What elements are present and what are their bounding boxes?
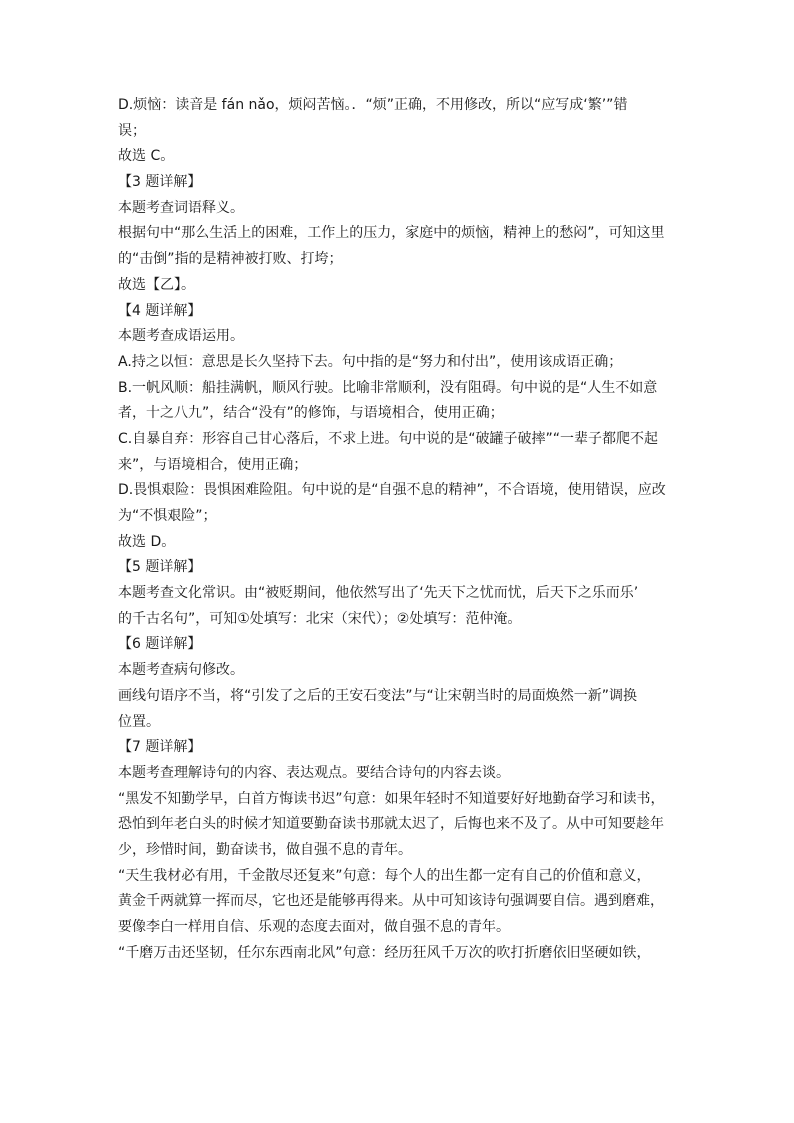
text-line: 本题考查成语运用。 [118,328,244,345]
section-heading: 【7 题详解】 [118,739,202,756]
text-line: B.一帆风顺：船挂满帆，顺风行驶。比喻非常顺利，没有阻碍。句中说的是“人生不如意 [118,379,658,396]
text-line: 本题考查词语释义。 [118,199,244,216]
text-line: 根据句中“那么生活上的困难，工作上的压力，家庭中的烦恼，精神上的愁闷”，可知这里 [118,225,665,242]
section-heading: 【5 题详解】 [118,559,202,576]
text-line: 画线句语序不当，将“引发了之后的王安石变法”与“让宋朝当时的局面焕然一新”调换 [118,687,638,704]
text-line: 恐怕到年老白头的时候才知道要勤奋读书那就太迟了，后悔也来不及了。从中可知要趁年 [118,816,664,833]
text-line: 本题考查理解诗句的内容、表达观点。要结合诗句的内容去谈。 [118,764,510,781]
text-line: 要像李白一样用自信、乐观的态度去面对，做自强不息的青年。 [118,919,510,935]
text-line: 的“击倒”指的是精神被打败、打垮； [118,251,343,268]
text-line: 故选 C。 [118,148,175,165]
text-line: 来”，与语境相合，使用正确； [118,456,308,473]
text-line: D.烦恼：读音是 fán nǎo，烦闷苦恼。．“烦”正确，不用修改，所以“应写成‘繁’”错 [118,97,628,113]
text-line: 位置。 [118,713,160,730]
section-heading: 【6 题详解】 [118,636,202,653]
text-line: C.自暴自弃：形容自己甘心落后，不求上进。句中说的是“破罐子破摔”“一辈子都爬不起 [118,430,658,447]
text-line: 为“不惧艰险”； [118,508,217,524]
text-line: 的千古名句”，可知①处填写：北宋（宋代）；②处填写：范仲淹。 [118,610,522,627]
section-heading: 【4 题详解】 [118,302,202,319]
text-line: A.持之以恒：意思是长久坚持下去。句中指的是“努力和付出”，使用该成语正确； [118,353,623,370]
text-line: D.畏惧艰险：畏惧困难险阻。句中说的是“自强不息的精神”，不合语境，使用错误，应改 [118,482,666,499]
text-line: “千磨万击还坚韧，任尔东西南北风”句意：经历狂风千万次的吹打折磨依旧坚硬如铁， [118,944,651,961]
text-line: 故选 D。 [118,533,176,550]
text-line: 故选【乙】。 [118,276,195,293]
text-line: 本题考查病句修改。 [118,662,244,679]
text-line: “天生我材必有用，千金散尽还复来”句意：每个人的出生都一定有自己的价值和意义， [118,867,651,884]
text-line: 少，珍惜时间，勤奋读书，做自强不息的青年。 [118,841,412,858]
text-line: 本题考查文化常识。由“被贬期间，他依然写出了‘先天下之忧而忧，后天下之乐而乐’ [118,585,639,602]
text-line: 黄金千两就算一挥而尽，它也还是能够再得来。从中可知该诗句强调要自信。遇到磨难， [118,893,664,910]
text-line: 者，十之八九”，结合“没有”的修饰，与语境相合，使用正确； [118,405,504,422]
text-line: 误； [118,122,146,139]
document-body [118,93,678,966]
section-heading: 【3 题详解】 [118,174,202,191]
text-line: “黑发不知勤学早，白首方悔读书迟”句意：如果年轻时不知道要好好地勤奋学习和读书， [118,790,665,807]
